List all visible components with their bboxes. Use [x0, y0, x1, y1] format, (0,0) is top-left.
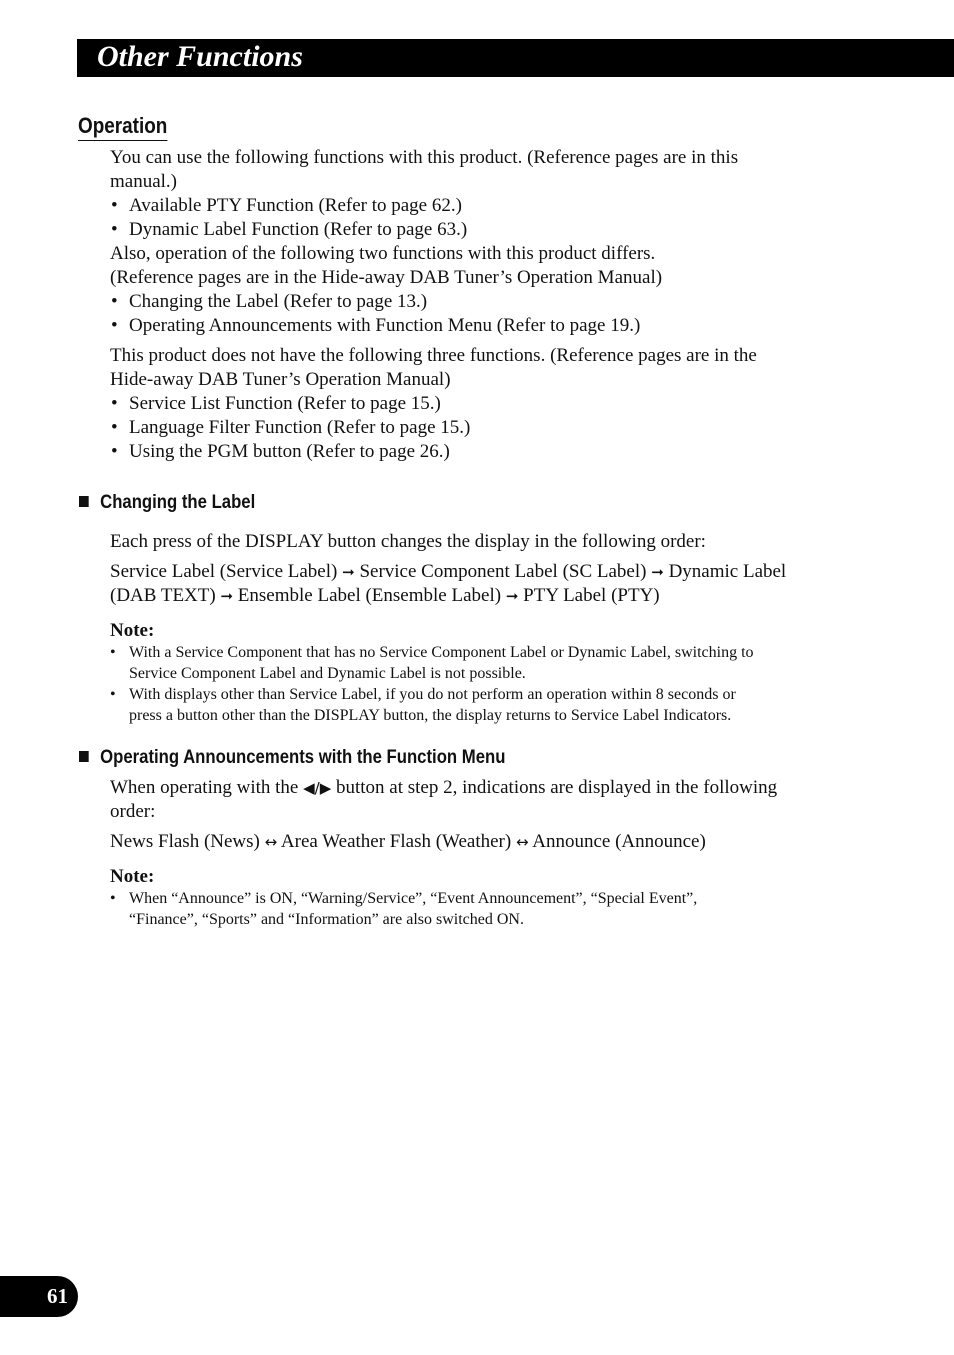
bullet-icon: •: [111, 195, 118, 216]
announce-sequence-line: News Flash (News) ↔ Area Weather Flash (Weather) ↔ Announce (Announce): [110, 831, 706, 852]
list-item: • Service List Function (Refer to page 15.): [111, 393, 441, 414]
double-arrow-icon: ↔: [264, 833, 278, 851]
list-item: • Using the PGM button (Refer to page 26.): [111, 441, 450, 462]
right-arrow-icon: ➞: [342, 563, 355, 581]
differs-line-1: Also, operation of the following two functions with this product differs.: [110, 243, 656, 264]
double-arrow-icon: ↔: [515, 833, 529, 851]
announce-body: [110, 776, 870, 824]
bullet-icon: •: [111, 291, 118, 312]
list-item: • Changing the Label (Refer to page 13.): [111, 291, 428, 312]
page-number-badge: [0, 1276, 78, 1317]
announce-body-line-2: order:: [110, 801, 156, 822]
announce-note: [110, 866, 870, 930]
square-bullet-icon: [79, 751, 89, 762]
differing-functions-list: [110, 290, 870, 338]
bullet-icon: •: [111, 315, 118, 336]
notfunc-line-1: This product does not have the following three functions. (Reference pages are in the: [110, 345, 757, 366]
square-bullet-icon: [79, 496, 89, 507]
right-arrow-icon: ➞: [505, 587, 519, 605]
intro-line-1: You can use the following functions with this product. (Reference pages are in this: [110, 147, 739, 168]
header-bar: [77, 39, 954, 77]
label-note: [110, 620, 870, 726]
notfunc-line-2: Hide-away DAB Tuner’s Operation Manual): [110, 369, 451, 390]
bullet-icon: •: [111, 417, 118, 438]
note-label: Note:: [110, 620, 155, 641]
bullet-icon: •: [110, 644, 116, 661]
page-number: 61: [47, 1284, 68, 1308]
list-item: • Dynamic Label Function (Refer to page 63.): [111, 219, 468, 240]
subheading-operating-announcements: Operating Announcements with the Function Menu: [79, 746, 505, 770]
label-sequence-line-1: Service Label (Service Label) ➞ Service Component Label (SC Label) ➞ Dynamic Label: [110, 561, 787, 582]
note-list: [110, 642, 870, 726]
bullet-icon: •: [111, 219, 118, 240]
operation-intro: [110, 146, 870, 338]
list-item: • Available PTY Function (Refer to page 62.): [111, 195, 462, 216]
label-sequence: [110, 560, 870, 608]
section-title-operation: Operation: [78, 112, 167, 141]
note-item: • With a Service Component that has no Service Component Label or Dynamic Label, switching to Service Component Label and Dynamic Label is not possible.: [110, 644, 754, 682]
missing-functions: [110, 344, 870, 464]
bullet-icon: •: [111, 393, 118, 414]
label-body-text: Each press of the DISPLAY button changes the display in the following order:: [110, 531, 706, 552]
subheading-changing-label: Changing the Label: [79, 491, 255, 515]
announce-body-line-1: When operating with the ◀/▶ button at step 2, indications are displayed in the following: [110, 777, 778, 798]
right-arrow-icon: ➞: [651, 563, 664, 581]
list-item: • Operating Announcements with Function Menu (Refer to page 19.): [111, 315, 641, 336]
list-item: • Language Filter Function (Refer to page 15.): [111, 417, 471, 438]
intro-line-2: manual.): [110, 171, 178, 192]
bullet-icon: •: [111, 441, 118, 462]
right-arrow-icon: ➞: [220, 587, 234, 605]
left-right-triangle-icon: ◀/▶: [303, 779, 332, 797]
note-label: Note:: [110, 866, 155, 887]
differs-line-2: (Reference pages are in the Hide-away DAB Tuner’s Operation Manual): [110, 267, 663, 288]
page-title: Other Functions: [97, 40, 303, 73]
note-item: • With displays other than Service Label, if you do not perform an operation within 8 seconds or press a button other than the DISPLAY button, the display returns to Service Label Indicators.: [110, 686, 736, 724]
bullet-icon: •: [110, 890, 116, 907]
announce-sequence: [110, 830, 870, 854]
changing-label-body: [110, 530, 870, 554]
note-item: • When “Announce” is ON, “Warning/Service”, “Event Announcement”, “Special Event”, “Finance”, “Sports” and “Information” are also switched ON.: [110, 890, 698, 928]
missing-functions-list: [110, 392, 870, 464]
label-sequence-line-2: (DAB TEXT) ➞ Ensemble Label (Ensemble Label) ➞ PTY Label (PTY): [110, 585, 660, 606]
note-list: [110, 888, 870, 930]
bullet-icon: •: [110, 686, 116, 703]
available-functions-list: [110, 194, 870, 242]
